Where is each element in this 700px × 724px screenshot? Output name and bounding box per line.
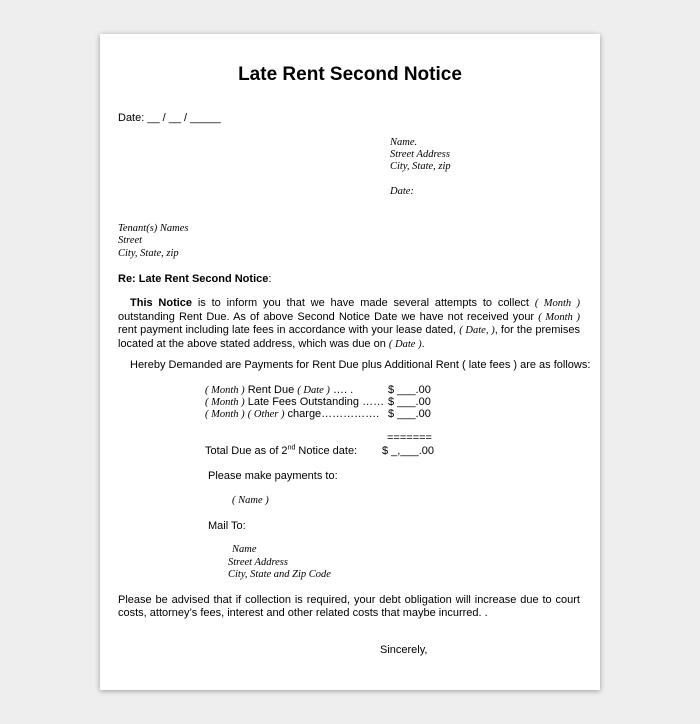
- mail-to-name: Name: [232, 544, 257, 555]
- charge-row: [205, 384, 353, 396]
- tenant-city: City, State, zip: [118, 248, 179, 259]
- charge-month: ( Month ): [205, 409, 245, 420]
- charge-dots: …. .: [329, 384, 354, 396]
- charge-month: ( Month ): [205, 385, 245, 396]
- sender-city: City, State, zip: [390, 161, 451, 172]
- total-amount: $ _,___.00: [382, 445, 434, 457]
- signoff: Sincerely,: [380, 644, 428, 656]
- notice-bold-lead: This Notice: [130, 297, 193, 309]
- notice-paragraph: [118, 297, 580, 351]
- charge-month: ( Month ): [205, 397, 245, 408]
- charge-row: [205, 408, 379, 420]
- total-label-sup: nd: [287, 444, 296, 452]
- date-line: Date: __ / __ / _____: [118, 112, 221, 124]
- sender-name: Name.: [390, 137, 418, 148]
- tenant-street: Street: [118, 235, 143, 246]
- total-separator: =======: [387, 432, 432, 444]
- re-line: [118, 273, 271, 285]
- notice-month-2: ( Month ): [538, 311, 580, 323]
- charge-label: Rent Due: [244, 384, 298, 396]
- total-label: [205, 445, 357, 457]
- notice-text-5: .: [421, 337, 425, 350]
- mail-to-label: Mail To:: [208, 520, 246, 532]
- document-page: [100, 34, 600, 690]
- charge-amount: $ ___.00: [388, 384, 431, 396]
- charge-label: Late Fees Outstanding ……: [244, 396, 385, 408]
- notice-text-1: is to inform you that we have made several attempts to collect: [192, 297, 535, 309]
- re-label: Re: Late Rent Second Notice: [118, 273, 269, 285]
- charge-date: ( Date ): [297, 385, 330, 396]
- payee-name: ( Name ): [232, 495, 269, 506]
- tenant-names: Tenant(s) Names: [118, 223, 189, 234]
- mail-to-street: Street Address: [228, 557, 288, 568]
- re-colon: :: [268, 273, 272, 285]
- notice-text-4: , for the premises located at the above stated address, which was due on: [118, 324, 580, 350]
- notice-text-2: outstanding Rent Due. As of above Second Notice Date we have not received your: [118, 310, 539, 323]
- charge-amount: $ ___.00: [388, 408, 431, 420]
- document-title: Late Rent Second Notice: [238, 64, 462, 85]
- notice-text-3: rent payment including late fees in accordance with your lease dated,: [118, 324, 460, 336]
- payments-label: Please make payments to:: [208, 470, 338, 482]
- notice-date-2: ( Date ): [388, 338, 422, 350]
- charge-amount: $ ___.00: [388, 396, 431, 408]
- mail-to-city: City, State and Zip Code: [228, 569, 331, 580]
- total-label-text: Total Due as of 2: [205, 445, 288, 457]
- demand-line: Hereby Demanded are Payments for Rent Due plus Additional Rent ( late fees ) are as follows:: [130, 359, 591, 371]
- charge-row: [205, 396, 384, 408]
- notice-date-1: ( Date, ): [459, 325, 495, 336]
- sender-date: Date:: [390, 186, 414, 197]
- charge-dots: charge…………….: [284, 408, 380, 420]
- notice-month-1: ( Month ): [534, 298, 580, 309]
- closing-paragraph: Please be advised that if collection is required, your debt obligation will increase due to court costs, attorney’s fees, interest and other related costs that maybe incurred. .: [118, 594, 580, 619]
- sender-street: Street Address: [390, 149, 450, 160]
- total-label-suffix: Notice date:: [295, 445, 358, 457]
- charge-other: ( Other ): [247, 409, 285, 420]
